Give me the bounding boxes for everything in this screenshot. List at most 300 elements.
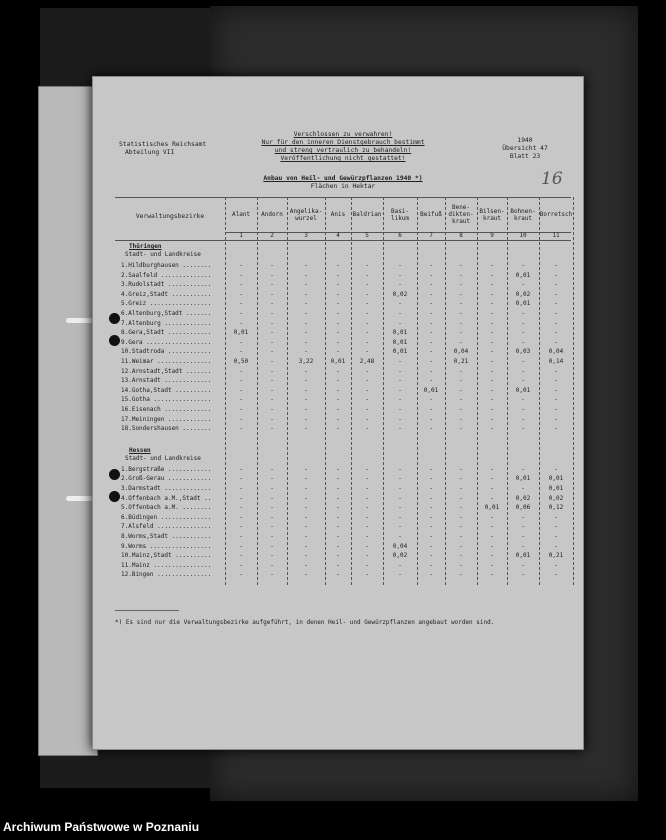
table-cell: - xyxy=(398,561,402,569)
district-name: 14.Gotha,Stadt .......... xyxy=(121,386,212,394)
table-cell: - xyxy=(365,290,369,298)
table-cell: - xyxy=(336,406,340,413)
table-cell: - xyxy=(490,300,494,308)
district-name: 2.Saalfeld .............. xyxy=(121,271,212,279)
table-cell: - xyxy=(521,571,525,579)
district-name: 12.Bingen ............... xyxy=(121,571,212,579)
table-cell: 0,06 xyxy=(515,504,531,512)
table-cell: - xyxy=(365,561,369,569)
table-cell: - xyxy=(554,367,558,375)
table-cell: - xyxy=(521,281,525,289)
table-cell: - xyxy=(304,542,308,550)
column-header: kraut xyxy=(451,218,471,225)
table-cell: - xyxy=(459,406,463,413)
column-number: 5 xyxy=(365,232,369,239)
table-cell: - xyxy=(398,571,402,579)
table-cell: - xyxy=(270,504,274,512)
table-cell: - xyxy=(365,262,369,269)
table-cell: - xyxy=(459,415,463,423)
binder-strip xyxy=(38,86,98,756)
column-divider xyxy=(573,197,574,585)
table-cell: - xyxy=(304,425,308,433)
table-cell: - xyxy=(336,290,340,298)
table-cell: - xyxy=(365,552,369,560)
table-cell: - xyxy=(459,329,463,337)
table-cell: - xyxy=(554,561,558,569)
table-cell: - xyxy=(239,561,243,569)
table-cell: - xyxy=(336,348,340,356)
district-name: 6.Büdingen .............. xyxy=(121,513,212,521)
table-cell: - xyxy=(270,552,274,560)
table-cell: - xyxy=(429,348,433,356)
table-cell: - xyxy=(521,377,525,385)
column-number: 6 xyxy=(398,232,402,239)
table-cell: - xyxy=(554,571,558,579)
district-name: 11.Mainz ................ xyxy=(121,561,212,569)
column-header: Anis xyxy=(330,211,346,218)
table-cell: - xyxy=(239,533,243,540)
table-cell: - xyxy=(521,319,525,327)
table-cell: - xyxy=(270,533,274,540)
table-cell: - xyxy=(270,415,274,423)
column-header: Angelika- xyxy=(289,207,323,215)
table-cell: - xyxy=(365,494,369,502)
table-cell: - xyxy=(398,485,402,492)
column-header: wurzel xyxy=(295,214,317,222)
table-cell: - xyxy=(490,386,494,394)
table-cell: - xyxy=(304,329,308,337)
table-cell: - xyxy=(554,271,558,279)
column-number: 8 xyxy=(459,232,463,239)
table-cell: - xyxy=(304,300,308,308)
table-cell: - xyxy=(459,542,463,550)
table-cell: - xyxy=(554,310,558,317)
table-cell: - xyxy=(398,271,402,279)
table-cell: - xyxy=(270,542,274,550)
table-cell: - xyxy=(336,338,340,346)
table-cell: - xyxy=(365,329,369,337)
table-cell: - xyxy=(554,513,558,521)
district-name: 9.Gera .................. xyxy=(121,338,212,346)
table-cell: - xyxy=(554,262,558,269)
district-name: 18.Sondershausen ........ xyxy=(121,425,212,433)
table-cell: - xyxy=(429,300,433,308)
table-cell: 0,01 xyxy=(484,504,500,512)
table-cell: - xyxy=(459,561,463,569)
district-name: 5.Greiz ................. xyxy=(121,300,212,308)
table-cell: - xyxy=(398,300,402,308)
table-cell: - xyxy=(336,319,340,327)
table-cell: - xyxy=(336,504,340,512)
table-cell: - xyxy=(270,494,274,502)
table-cell: - xyxy=(490,523,494,531)
table-cell: - xyxy=(554,465,558,473)
table-cell: - xyxy=(429,396,433,404)
table-cell: - xyxy=(490,542,494,550)
table-cell: - xyxy=(304,475,308,483)
table-cell: - xyxy=(304,319,308,327)
column-number: 11 xyxy=(552,232,560,239)
table-cell: - xyxy=(336,494,340,502)
table-cell: - xyxy=(336,396,340,404)
table-cell: - xyxy=(554,396,558,404)
table-cell: - xyxy=(459,513,463,521)
handwritten-page-number: 16 xyxy=(541,169,563,189)
table-cell: - xyxy=(490,425,494,433)
district-name: 4.Offenbach a.M.,Stadt .. xyxy=(121,494,212,502)
table-cell: - xyxy=(490,271,494,279)
table-cell: - xyxy=(270,513,274,521)
table-cell: - xyxy=(459,485,463,492)
district-name: 13.Arnstadt ............. xyxy=(121,377,212,385)
table-cell: - xyxy=(304,338,308,346)
table-cell: - xyxy=(239,465,243,473)
district-name: 9.Worms ................. xyxy=(121,542,212,550)
column-number: 7 xyxy=(429,232,433,239)
table-cell: - xyxy=(365,377,369,385)
table-cell: 0,04 xyxy=(548,348,564,356)
table-cell: - xyxy=(270,319,274,327)
table-cell: - xyxy=(336,386,340,394)
table-cell: - xyxy=(490,571,494,579)
table-cell: 0,01 xyxy=(392,348,408,356)
table-cell: - xyxy=(365,396,369,404)
table-cell: 0,21 xyxy=(548,552,564,560)
table-cell: 2,48 xyxy=(359,358,375,365)
table-cell: 0,02 xyxy=(392,552,408,560)
table-cell: 0,01 xyxy=(515,271,531,279)
table-cell: - xyxy=(270,377,274,385)
table-cell: - xyxy=(459,533,463,540)
column-number: 3 xyxy=(304,232,308,239)
table-cell: - xyxy=(304,367,308,375)
table-cell: 0,12 xyxy=(548,504,564,512)
district-name: 16.Eisenach ............. xyxy=(121,406,212,413)
table-cell: - xyxy=(554,319,558,327)
column-number: 9 xyxy=(490,232,494,239)
table-cell: - xyxy=(398,465,402,473)
table-cell: - xyxy=(490,465,494,473)
table-cell: 0,01 xyxy=(392,338,408,346)
table-cell: - xyxy=(304,396,308,404)
document-page xyxy=(92,76,584,750)
table-cell: - xyxy=(365,271,369,279)
column-header: Basi- xyxy=(390,207,410,215)
table-cell: - xyxy=(459,504,463,512)
table-cell: - xyxy=(239,475,243,483)
table-cell: - xyxy=(239,542,243,550)
table-cell: - xyxy=(270,386,274,394)
district-name: 8.Gera,Stadt ............ xyxy=(121,329,212,337)
table-cell: - xyxy=(239,571,243,579)
table-cell: - xyxy=(459,571,463,579)
table-cell: - xyxy=(365,475,369,483)
table-cell: - xyxy=(336,571,340,579)
column-number: 10 xyxy=(519,232,527,239)
table-cell: - xyxy=(429,523,433,531)
table-cell: - xyxy=(365,367,369,375)
table-cell: - xyxy=(270,271,274,279)
table-cell: - xyxy=(239,271,243,279)
table-cell: 0,01 xyxy=(515,386,531,394)
table-cell: - xyxy=(459,494,463,502)
column-header: Beifuß xyxy=(420,211,442,218)
table-cell: 0,01 xyxy=(548,475,564,483)
table-cell: - xyxy=(398,533,402,540)
table-cell: - xyxy=(521,425,525,433)
table-cell: - xyxy=(429,475,433,483)
table-cell: - xyxy=(429,262,433,269)
table-cell: - xyxy=(365,386,369,394)
table-cell: - xyxy=(398,513,402,521)
table-cell: 0,01 xyxy=(515,552,531,560)
table-cell: - xyxy=(304,262,308,269)
table-cell: - xyxy=(239,504,243,512)
table-cell: - xyxy=(270,348,274,356)
table-cell: - xyxy=(336,310,340,317)
footnote-rule xyxy=(115,610,179,611)
table-cell: - xyxy=(304,485,308,492)
table-cell: - xyxy=(336,475,340,483)
table-cell: - xyxy=(490,485,494,492)
table-cell: - xyxy=(365,542,369,550)
table-cell: 3,22 xyxy=(298,358,314,365)
header-left-line: Abteilung VII xyxy=(125,149,175,156)
table-cell: - xyxy=(365,465,369,473)
overview-number: Übersicht 47 xyxy=(502,145,548,152)
table-cell: - xyxy=(521,406,525,413)
table-cell: - xyxy=(554,377,558,385)
table-cell: - xyxy=(239,300,243,308)
table-cell: - xyxy=(521,523,525,531)
table-cell: - xyxy=(490,406,494,413)
table-cell: - xyxy=(490,262,494,269)
table-cell: 0,02 xyxy=(548,494,564,502)
table-cell: - xyxy=(365,310,369,317)
table-cell: - xyxy=(304,386,308,394)
table-cell: - xyxy=(490,513,494,521)
table-cell: - xyxy=(459,338,463,346)
table-cell: - xyxy=(459,367,463,375)
table-cell: - xyxy=(554,523,558,531)
table-cell: 0,01 xyxy=(515,300,531,308)
table-number-rule xyxy=(115,240,571,241)
table-cell: - xyxy=(304,504,308,512)
table-cell: - xyxy=(554,329,558,337)
table-cell: - xyxy=(429,485,433,492)
table-cell: - xyxy=(304,513,308,521)
district-name: 3.Rudolstadt ............ xyxy=(121,281,212,289)
table-cell: - xyxy=(304,271,308,279)
table-cell: - xyxy=(398,415,402,423)
district-name: 12.Arnstadt,Stadt ....... xyxy=(121,367,212,375)
column-header: Andorn xyxy=(261,211,283,218)
table-cell: - xyxy=(459,271,463,279)
table-cell: - xyxy=(490,494,494,502)
table-cell: - xyxy=(398,310,402,317)
table-cell: - xyxy=(270,310,274,317)
column-number: 2 xyxy=(270,232,274,239)
table-cell: 0,04 xyxy=(453,348,469,356)
table-cell: - xyxy=(554,338,558,346)
table-cell: - xyxy=(336,300,340,308)
table-cell: 0,02 xyxy=(515,290,531,298)
table-cell: - xyxy=(398,358,402,365)
table-cell: 0,21 xyxy=(453,358,469,365)
sheet-number: Blatt 23 xyxy=(509,153,541,160)
table-cell: - xyxy=(554,415,558,423)
table-cell: - xyxy=(429,310,433,317)
table-cell: - xyxy=(554,542,558,550)
section-name: Thüringen xyxy=(129,243,162,250)
table-cell: - xyxy=(239,485,243,492)
table-cell: - xyxy=(459,290,463,298)
table-cell: - xyxy=(490,348,494,356)
table-cell: - xyxy=(304,310,308,317)
table-cell: - xyxy=(459,425,463,433)
table-cell: - xyxy=(336,561,340,569)
table-cell: - xyxy=(304,406,308,413)
table-cell: - xyxy=(429,319,433,327)
table-cell: - xyxy=(490,415,494,423)
table-cell: - xyxy=(365,415,369,423)
table-cell: - xyxy=(521,338,525,346)
table-cell: 0,01 xyxy=(423,386,439,394)
district-name: 2.Groß-Gerau ............ xyxy=(121,475,212,483)
table-cell: - xyxy=(365,348,369,356)
district-name: 15.Gotha ................ xyxy=(121,396,212,404)
table-cell: - xyxy=(304,415,308,423)
table-cell: - xyxy=(398,523,402,531)
table-cell: - xyxy=(270,406,274,413)
table-cell: - xyxy=(365,319,369,327)
table-cell: - xyxy=(429,358,433,365)
table-cell: - xyxy=(429,338,433,346)
table-cell: - xyxy=(239,494,243,502)
table-cell: - xyxy=(239,281,243,289)
table-cell: - xyxy=(270,571,274,579)
table-cell: - xyxy=(336,262,340,269)
table-cell: - xyxy=(365,338,369,346)
table-cell: - xyxy=(239,377,243,385)
table-cell: - xyxy=(490,310,494,317)
table-cell: - xyxy=(304,494,308,502)
table-cell: 0,01 xyxy=(515,475,531,483)
table-cell: - xyxy=(459,552,463,560)
table-cell: - xyxy=(521,396,525,404)
table-cell: - xyxy=(239,406,243,413)
table-cell: - xyxy=(521,329,525,337)
district-name: 7.Altenburg ............. xyxy=(121,319,212,327)
table-cell: - xyxy=(398,425,402,433)
table-cell: 0,02 xyxy=(392,290,408,298)
column-header: Borretsch xyxy=(539,211,573,218)
table-cell: - xyxy=(239,338,243,346)
column-header: dikten- xyxy=(448,211,474,218)
table-cell: - xyxy=(429,281,433,289)
district-name: 1.Bergstraße ............ xyxy=(121,465,212,473)
table-cell: - xyxy=(429,494,433,502)
table-cell: - xyxy=(336,367,340,375)
table-cell: - xyxy=(398,494,402,502)
table-cell: - xyxy=(521,485,525,492)
table-cell: - xyxy=(336,415,340,423)
table-cell: - xyxy=(365,571,369,579)
table-cell: 0,01 xyxy=(330,358,346,365)
page-subtitle: Flächen in Hektar xyxy=(310,183,376,190)
table-cell: - xyxy=(270,465,274,473)
table-cell: - xyxy=(490,475,494,483)
table-cell: - xyxy=(459,300,463,308)
table-cell: - xyxy=(398,504,402,512)
table-cell: - xyxy=(304,348,308,356)
district-name: 11.Weimar ............... xyxy=(121,358,212,365)
table-cell: - xyxy=(521,465,525,473)
archive-caption-bar xyxy=(0,816,666,840)
table-cell: - xyxy=(459,523,463,531)
column-number: 4 xyxy=(336,232,340,239)
table-cell: - xyxy=(239,348,243,356)
table-cell: - xyxy=(365,485,369,492)
table-cell: - xyxy=(336,542,340,550)
table-cell: 0,04 xyxy=(392,542,408,550)
table-cell: - xyxy=(554,533,558,540)
table-cell: - xyxy=(554,406,558,413)
table-cell: - xyxy=(521,310,525,317)
table-cell: - xyxy=(521,367,525,375)
table-cell: - xyxy=(365,513,369,521)
table-cell: - xyxy=(336,513,340,521)
district-name: 10.Mainz,Stadt .......... xyxy=(121,552,212,560)
table-cell: - xyxy=(239,319,243,327)
table-cell: - xyxy=(239,425,243,433)
table-cell: - xyxy=(270,262,274,269)
table-cell: - xyxy=(270,300,274,308)
table-cell: - xyxy=(398,406,402,413)
table-cell: - xyxy=(490,338,494,346)
table-cell: - xyxy=(239,396,243,404)
district-name: 7.Alsfeld ............... xyxy=(121,523,212,531)
year: 1940 xyxy=(517,137,533,144)
district-header: Verwaltungsbezirke xyxy=(135,213,205,220)
table-cell: - xyxy=(239,513,243,521)
table-cell: - xyxy=(336,485,340,492)
table-cell: - xyxy=(429,406,433,413)
table-cell: - xyxy=(336,552,340,560)
table-cell: - xyxy=(490,290,494,298)
table-cell: - xyxy=(490,367,494,375)
header-left-line: Statistisches Reichsamt xyxy=(119,141,207,148)
column-header: Baldrian xyxy=(352,211,382,218)
table-cell: - xyxy=(365,523,369,531)
table-cell: - xyxy=(270,396,274,404)
district-name: 10.Stadtroda ............ xyxy=(121,348,212,356)
table-cell: - xyxy=(398,377,402,385)
table-cell: - xyxy=(429,465,433,473)
district-name: 17.Meiningen ............ xyxy=(121,415,212,423)
table-cell: - xyxy=(429,513,433,521)
district-name: 1.Hildburghausen ........ xyxy=(121,262,212,269)
district-name: 3.Darmstadt ............. xyxy=(121,485,212,492)
table-cell: - xyxy=(459,396,463,404)
archive-caption: Archiwum Państwowe w Poznaniu xyxy=(3,820,200,834)
column-header: kraut xyxy=(482,214,502,222)
column-header: kraut xyxy=(513,214,533,222)
table-cell: - xyxy=(304,533,308,540)
table-cell: - xyxy=(270,358,274,365)
table-cell: - xyxy=(490,396,494,404)
table-cell: 0,50 xyxy=(233,358,249,365)
